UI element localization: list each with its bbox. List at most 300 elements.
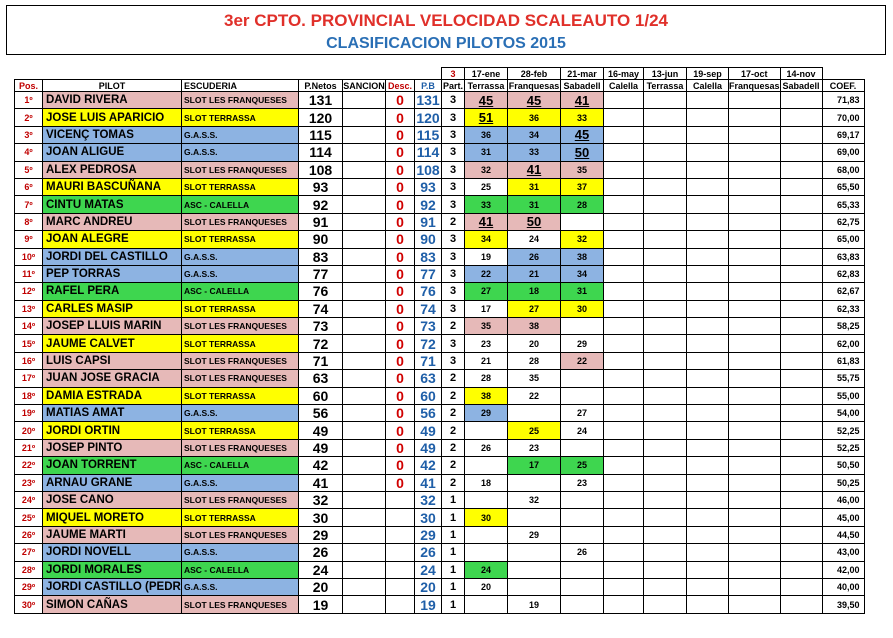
race-score-cell: 31: [561, 283, 604, 300]
race-score-cell: [687, 92, 729, 109]
desc-cell: [386, 596, 415, 613]
col-pos: Pos.: [15, 80, 43, 92]
pb-cell: 83: [415, 248, 442, 265]
desc-cell: 0: [386, 439, 415, 456]
page-title: 3er CPTO. PROVINCIAL VELOCIDAD SCALEAUTO 1/24: [224, 11, 668, 30]
race-score-cell: [687, 509, 729, 526]
coef-cell: 65,00: [822, 231, 864, 248]
sancion-cell: [343, 544, 386, 561]
coef-cell: 65,33: [822, 196, 864, 213]
team-cell: SLOT TERRASSA: [182, 300, 299, 317]
race-score-cell: [644, 196, 687, 213]
position-cell: 27º: [15, 544, 43, 561]
race-place: Terrassa: [644, 80, 687, 92]
race-score-cell: 36: [508, 109, 561, 126]
race-score-cell: [465, 457, 508, 474]
coef-cell: 62,75: [822, 213, 864, 230]
desc-cell: 0: [386, 352, 415, 369]
race-score-cell: [644, 213, 687, 230]
race-score-cell: [508, 578, 561, 595]
team-cell: SLOT LES FRANQUESES: [182, 491, 299, 508]
desc-cell: 0: [386, 283, 415, 300]
pb-cell: 49: [415, 422, 442, 439]
race-score-cell: 34: [561, 265, 604, 282]
race-score-cell: 27: [465, 283, 508, 300]
coef-cell: 52,25: [822, 422, 864, 439]
desc-cell: 0: [386, 213, 415, 230]
race-score-cell: 50: [561, 144, 604, 161]
race-score-cell: [644, 439, 687, 456]
table-row: [15, 178, 865, 195]
race-score-cell: [687, 544, 729, 561]
race-score-cell: [644, 352, 687, 369]
race-score-cell: 34: [508, 126, 561, 143]
race-score-cell: [729, 92, 781, 109]
race-score-cell: [729, 126, 781, 143]
table-row: [15, 335, 865, 352]
race-score-cell: [561, 370, 604, 387]
race-score-cell: [729, 248, 781, 265]
race-score-cell: 28: [465, 370, 508, 387]
race-place: Calella: [687, 80, 729, 92]
race-score-cell: [644, 509, 687, 526]
netos-cell: 42: [299, 457, 343, 474]
coef-cell: 39,50: [822, 596, 864, 613]
sancion-cell: [343, 387, 386, 404]
table-row: [15, 491, 865, 508]
race-score-cell: 36: [465, 126, 508, 143]
pilot-name-cell: JOSEP LLUIS MARIN: [43, 318, 182, 335]
title-box: [6, 5, 886, 55]
participations-cell: 1: [442, 509, 465, 526]
team-cell: SLOT LES FRANQUESES: [182, 161, 299, 178]
race-score-cell: 25: [508, 422, 561, 439]
participations-cell: 2: [442, 213, 465, 230]
race-score-cell: [780, 526, 822, 543]
team-cell: SLOT LES FRANQUESES: [182, 352, 299, 369]
table-row: [15, 387, 865, 404]
table-row: [15, 231, 865, 248]
pb-cell: 114: [415, 144, 442, 161]
race-score-cell: [644, 578, 687, 595]
pb-cell: 30: [415, 509, 442, 526]
sancion-cell: [343, 578, 386, 595]
race-score-cell: [644, 457, 687, 474]
netos-cell: 120: [299, 109, 343, 126]
position-cell: 1º: [15, 92, 43, 109]
race-score-cell: [780, 161, 822, 178]
race-score-cell: 32: [508, 491, 561, 508]
race-score-cell: [729, 544, 781, 561]
netos-cell: 131: [299, 92, 343, 109]
race-date: 21-mar: [561, 68, 604, 80]
race-score-cell: 27: [561, 405, 604, 422]
sancion-cell: [343, 178, 386, 195]
position-cell: 20º: [15, 422, 43, 439]
race-score-cell: [604, 300, 644, 317]
desc-cell: 0: [386, 161, 415, 178]
race-score-cell: [687, 248, 729, 265]
pilot-name-cell: MAURI BASCUÑANA: [43, 178, 182, 195]
participations-cell: 1: [442, 544, 465, 561]
table-row: [15, 265, 865, 282]
participations-cell: 3: [442, 283, 465, 300]
race-score-cell: [604, 509, 644, 526]
race-score-cell: 30: [465, 509, 508, 526]
race-score-cell: [780, 370, 822, 387]
race-score-cell: 32: [465, 161, 508, 178]
race-score-cell: [604, 109, 644, 126]
race-score-cell: [780, 335, 822, 352]
position-cell: 17º: [15, 370, 43, 387]
race-score-cell: [644, 422, 687, 439]
race-score-cell: 25: [465, 178, 508, 195]
race-score-cell: [729, 231, 781, 248]
sancion-cell: [343, 370, 386, 387]
race-score-cell: [604, 352, 644, 369]
race-score-cell: [644, 283, 687, 300]
desc-cell: 0: [386, 370, 415, 387]
coef-cell: 52,25: [822, 439, 864, 456]
col-pb: P.B: [415, 80, 442, 92]
race-score-cell: [508, 509, 561, 526]
sancion-cell: [343, 213, 386, 230]
race-score-cell: [729, 318, 781, 335]
desc-cell: 0: [386, 248, 415, 265]
race-score-cell: [465, 526, 508, 543]
table-row: [15, 92, 865, 109]
position-cell: 6º: [15, 178, 43, 195]
pilot-name-cell: RAFEL PERA: [43, 283, 182, 300]
pb-cell: 42: [415, 457, 442, 474]
race-score-cell: [604, 370, 644, 387]
race-score-cell: 18: [508, 283, 561, 300]
coef-cell: 62,00: [822, 335, 864, 352]
desc-cell: [386, 509, 415, 526]
netos-cell: 91: [299, 213, 343, 230]
coef-cell: 50,50: [822, 457, 864, 474]
race-score-cell: [780, 422, 822, 439]
race-score-cell: [644, 231, 687, 248]
participations-cell: 2: [442, 370, 465, 387]
col-part: Part.: [442, 80, 463, 91]
race-score-cell: [561, 596, 604, 613]
race-score-cell: 19: [508, 596, 561, 613]
race-score-cell: [604, 474, 644, 491]
team-cell: ASC - CALELLA: [182, 283, 299, 300]
desc-cell: 0: [386, 474, 415, 491]
sancion-cell: [343, 509, 386, 526]
netos-cell: 49: [299, 439, 343, 456]
race-score-cell: 33: [561, 109, 604, 126]
pb-cell: 92: [415, 196, 442, 213]
table-row: [15, 352, 865, 369]
race-score-cell: [561, 387, 604, 404]
race-score-cell: [729, 109, 781, 126]
team-cell: SLOT LES FRANQUESES: [182, 596, 299, 613]
race-score-cell: [687, 578, 729, 595]
race-score-cell: 41: [465, 213, 508, 230]
team-cell: SLOT LES FRANQUESES: [182, 92, 299, 109]
race-date: 14-nov: [780, 68, 822, 80]
race-score-cell: 38: [508, 318, 561, 335]
race-score-cell: [508, 561, 561, 578]
race-score-cell: [729, 422, 781, 439]
position-cell: 23º: [15, 474, 43, 491]
race-score-cell: [561, 491, 604, 508]
race-score-cell: [687, 474, 729, 491]
race-score-cell: [780, 144, 822, 161]
race-score-cell: [729, 596, 781, 613]
netos-cell: 77: [299, 265, 343, 282]
team-cell: ASC - CALELLA: [182, 561, 299, 578]
race-score-cell: [604, 335, 644, 352]
sancion-cell: [343, 196, 386, 213]
race-score-cell: 45: [508, 92, 561, 109]
race-score-cell: [561, 561, 604, 578]
sancion-cell: [343, 265, 386, 282]
race-score-cell: [687, 213, 729, 230]
pilot-name-cell: JORDI DEL CASTILLO: [43, 248, 182, 265]
race-score-cell: 24: [508, 231, 561, 248]
pilot-name-cell: JOSE CANO: [43, 491, 182, 508]
race-score-cell: [644, 92, 687, 109]
position-cell: 10º: [15, 248, 43, 265]
race-score-cell: [780, 231, 822, 248]
race-score-cell: [604, 248, 644, 265]
race-score-cell: [644, 405, 687, 422]
netos-cell: 32: [299, 491, 343, 508]
position-cell: 15º: [15, 335, 43, 352]
pilot-name-cell: DAMIA ESTRADA: [43, 387, 182, 404]
col-netos: P.Netos: [299, 80, 343, 92]
coef-cell: 50,25: [822, 474, 864, 491]
race-score-cell: [780, 439, 822, 456]
race-score-cell: [780, 109, 822, 126]
race-score-cell: [465, 422, 508, 439]
race-score-cell: 35: [561, 161, 604, 178]
participations-cell: 2: [442, 457, 465, 474]
netos-cell: 92: [299, 196, 343, 213]
race-score-cell: [729, 526, 781, 543]
race-score-cell: [604, 92, 644, 109]
race-score-cell: 35: [508, 370, 561, 387]
race-score-cell: [604, 561, 644, 578]
desc-cell: 0: [386, 457, 415, 474]
position-cell: 3º: [15, 126, 43, 143]
race-score-cell: [729, 178, 781, 195]
position-cell: 22º: [15, 457, 43, 474]
race-score-cell: [644, 126, 687, 143]
header-row: [15, 80, 865, 92]
team-cell: G.A.S.S.: [182, 474, 299, 491]
race-score-cell: [644, 561, 687, 578]
race-score-cell: 37: [561, 178, 604, 195]
race-score-cell: 22: [561, 352, 604, 369]
coef-cell: 63,83: [822, 248, 864, 265]
position-cell: 2º: [15, 109, 43, 126]
race-score-cell: 26: [561, 544, 604, 561]
race-score-cell: [508, 474, 561, 491]
race-score-cell: [687, 178, 729, 195]
desc-cell: 0: [386, 318, 415, 335]
race-score-cell: 29: [465, 405, 508, 422]
race-place: Terrassa: [465, 80, 508, 92]
pilot-name-cell: ARNAU GRANE: [43, 474, 182, 491]
race-date: 28-feb: [508, 68, 561, 80]
table-row: [15, 370, 865, 387]
table-row: [15, 109, 865, 126]
desc-cell: 0: [386, 231, 415, 248]
position-cell: 14º: [15, 318, 43, 335]
race-score-cell: [780, 405, 822, 422]
participations-cell: 1: [442, 578, 465, 595]
sancion-cell: [343, 248, 386, 265]
pb-cell: 74: [415, 300, 442, 317]
races-count: 3: [442, 68, 465, 80]
table-row: [15, 596, 865, 613]
team-cell: SLOT LES FRANQUESES: [182, 370, 299, 387]
team-cell: G.A.S.S.: [182, 544, 299, 561]
race-score-cell: [644, 335, 687, 352]
race-score-cell: [561, 213, 604, 230]
position-cell: 7º: [15, 196, 43, 213]
participations-cell: 1: [442, 491, 465, 508]
race-score-cell: [729, 561, 781, 578]
race-score-cell: 23: [508, 439, 561, 456]
pb-cell: 63: [415, 370, 442, 387]
pb-cell: 24: [415, 561, 442, 578]
participations-cell: 3: [442, 300, 465, 317]
pb-cell: 76: [415, 283, 442, 300]
race-score-cell: [729, 474, 781, 491]
race-score-cell: [780, 248, 822, 265]
coef-cell: 68,00: [822, 161, 864, 178]
netos-cell: 20: [299, 578, 343, 595]
team-cell: G.A.S.S.: [182, 405, 299, 422]
desc-cell: [386, 544, 415, 561]
team-cell: SLOT LES FRANQUESES: [182, 439, 299, 456]
pb-cell: 26: [415, 544, 442, 561]
race-score-cell: [780, 578, 822, 595]
participations-cell: 3: [442, 335, 465, 352]
desc-cell: 0: [386, 387, 415, 404]
team-cell: SLOT TERRASSA: [182, 109, 299, 126]
sancion-cell: [343, 422, 386, 439]
netos-cell: 29: [299, 526, 343, 543]
participations-cell: 3: [442, 109, 465, 126]
race-place: Franquesas: [729, 80, 780, 91]
netos-cell: 19: [299, 596, 343, 613]
race-score-cell: 26: [508, 248, 561, 265]
netos-cell: 24: [299, 561, 343, 578]
race-score-cell: [729, 387, 781, 404]
position-cell: 26º: [15, 526, 43, 543]
team-cell: G.A.S.S.: [182, 144, 299, 161]
netos-cell: 108: [299, 161, 343, 178]
desc-cell: 0: [386, 335, 415, 352]
race-date: 17-ene: [465, 68, 508, 80]
participations-cell: 2: [442, 474, 465, 491]
pilot-name-cell: MIQUEL MORETO: [43, 509, 182, 526]
race-score-cell: [604, 578, 644, 595]
sancion-cell: [343, 92, 386, 109]
sancion-cell: [343, 126, 386, 143]
sancion-cell: [343, 109, 386, 126]
team-cell: SLOT TERRASSA: [182, 422, 299, 439]
team-cell: G.A.S.S.: [182, 265, 299, 282]
team-cell: G.A.S.S.: [182, 248, 299, 265]
race-score-cell: 28: [508, 352, 561, 369]
pilot-name-cell: LUIS CAPSI: [43, 352, 182, 369]
sancion-cell: [343, 561, 386, 578]
race-score-cell: [604, 422, 644, 439]
pilot-name-cell: JOSEP PINTO: [43, 439, 182, 456]
race-date: 17-oct: [729, 68, 781, 80]
position-cell: 25º: [15, 509, 43, 526]
pb-cell: 71: [415, 352, 442, 369]
race-score-cell: 25: [561, 457, 604, 474]
race-score-cell: [465, 544, 508, 561]
coef-cell: 46,00: [822, 491, 864, 508]
table-row: [15, 526, 865, 543]
table-row: [15, 318, 865, 335]
sancion-cell: [343, 457, 386, 474]
race-score-cell: [729, 213, 781, 230]
coef-cell: 69,00: [822, 144, 864, 161]
sancion-cell: [343, 318, 386, 335]
position-cell: 30º: [15, 596, 43, 613]
sancion-cell: [343, 405, 386, 422]
pb-cell: 56: [415, 405, 442, 422]
race-score-cell: [780, 92, 822, 109]
pb-cell: 72: [415, 335, 442, 352]
race-score-cell: 45: [561, 126, 604, 143]
race-score-cell: [780, 283, 822, 300]
pilot-name-cell: MARC ANDREU: [43, 213, 182, 230]
participations-cell: 2: [442, 405, 465, 422]
pb-cell: 60: [415, 387, 442, 404]
race-score-cell: 27: [508, 300, 561, 317]
netos-cell: 26: [299, 544, 343, 561]
position-cell: 11º: [15, 265, 43, 282]
position-cell: 16º: [15, 352, 43, 369]
race-score-cell: [687, 352, 729, 369]
pb-cell: 49: [415, 439, 442, 456]
desc-cell: [386, 561, 415, 578]
table-row: [15, 509, 865, 526]
coef-cell: 62,33: [822, 300, 864, 317]
pb-cell: 20: [415, 578, 442, 595]
pilot-name-cell: JORDI MORALES: [43, 561, 182, 578]
race-score-cell: 38: [561, 248, 604, 265]
participations-cell: 3: [442, 92, 465, 109]
team-cell: SLOT TERRASSA: [182, 387, 299, 404]
race-score-cell: 45: [465, 92, 508, 109]
race-score-cell: [604, 178, 644, 195]
race-score-cell: [729, 144, 781, 161]
race-score-cell: [780, 300, 822, 317]
desc-cell: 0: [386, 109, 415, 126]
race-score-cell: [644, 318, 687, 335]
race-score-cell: 21: [508, 265, 561, 282]
col-desc: Desc.: [386, 80, 415, 92]
team-cell: SLOT LES FRANQUESES: [182, 213, 299, 230]
race-score-cell: 29: [561, 335, 604, 352]
team-cell: SLOT TERRASSA: [182, 509, 299, 526]
race-date: 13-jun: [644, 68, 687, 80]
race-score-cell: 20: [465, 578, 508, 595]
